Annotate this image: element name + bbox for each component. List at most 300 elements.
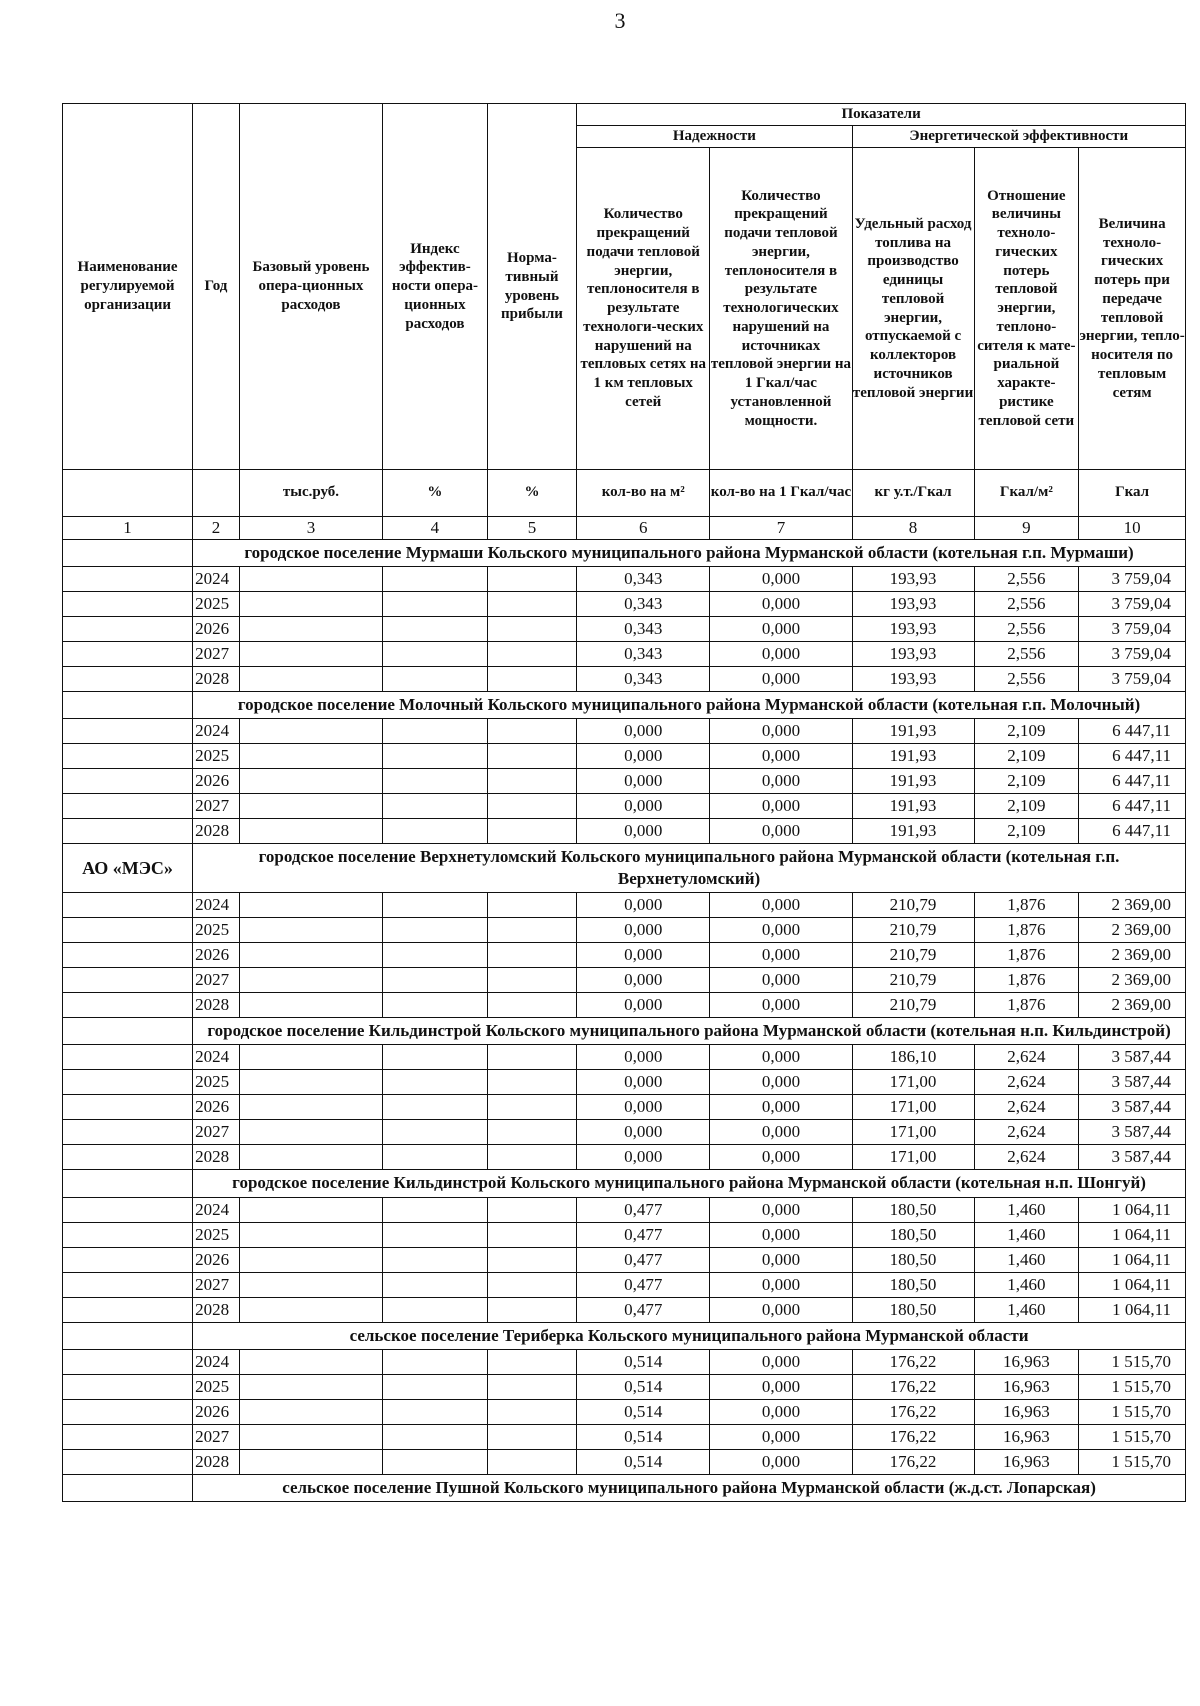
value-c7: 0,000 [710, 794, 852, 819]
org-cell [63, 617, 193, 642]
profit-cell [487, 993, 576, 1018]
table-row [63, 1145, 1186, 1170]
value-c8: 180,50 [852, 1247, 974, 1272]
value-c6: 0,000 [577, 794, 710, 819]
table-row [63, 819, 1186, 844]
value-c7: 0,000 [710, 1197, 852, 1222]
profit-cell [487, 1424, 576, 1449]
profit-cell [487, 1145, 576, 1170]
value-c9: 1,876 [974, 968, 1079, 993]
org-cell [63, 918, 193, 943]
header-indicators: Показатели [577, 104, 1186, 126]
table-row [63, 918, 1186, 943]
index-cell [383, 744, 488, 769]
year-cell: 2028 [193, 1297, 240, 1322]
index-cell [383, 918, 488, 943]
column-number: 2 [193, 517, 240, 540]
value-c9: 16,963 [974, 1399, 1079, 1424]
value-c10: 3 587,44 [1079, 1045, 1186, 1070]
value-c6: 0,000 [577, 918, 710, 943]
value-c10: 3 759,04 [1079, 617, 1186, 642]
index-cell [383, 667, 488, 692]
value-c7: 0,000 [710, 719, 852, 744]
section-header-row [63, 844, 1186, 893]
header-col9: Отношение величины техноло-гических потерь тепловой энергии, теплоно-сителя к мате-риальной характе-ристике тепловой сети [974, 148, 1079, 470]
index-cell [383, 1297, 488, 1322]
table-row [63, 1222, 1186, 1247]
value-c8: 193,93 [852, 567, 974, 592]
org-cell [63, 893, 193, 918]
org-cell [63, 667, 193, 692]
value-c9: 16,963 [974, 1424, 1079, 1449]
value-c9: 2,624 [974, 1070, 1079, 1095]
index-cell [383, 1120, 488, 1145]
value-c9: 2,556 [974, 617, 1079, 642]
value-c8: 180,50 [852, 1297, 974, 1322]
section-header-row [63, 1322, 1186, 1349]
unit-cell: тыс.руб. [239, 470, 382, 517]
value-c10: 6 447,11 [1079, 744, 1186, 769]
value-c7: 0,000 [710, 1272, 852, 1297]
index-cell [383, 794, 488, 819]
value-c10: 6 447,11 [1079, 794, 1186, 819]
value-c7: 0,000 [710, 592, 852, 617]
year-cell: 2027 [193, 968, 240, 993]
opex-cell [239, 893, 382, 918]
value-c9: 2,624 [974, 1120, 1079, 1145]
year-cell: 2026 [193, 1399, 240, 1424]
opex-cell [239, 819, 382, 844]
year-cell: 2028 [193, 819, 240, 844]
value-c6: 0,000 [577, 993, 710, 1018]
value-c7: 0,000 [710, 1095, 852, 1120]
value-c7: 0,000 [710, 1070, 852, 1095]
value-c9: 16,963 [974, 1349, 1079, 1374]
opex-cell [239, 794, 382, 819]
value-c8: 193,93 [852, 617, 974, 642]
profit-cell [487, 769, 576, 794]
org-cell [63, 943, 193, 968]
value-c6: 0,000 [577, 769, 710, 794]
org-cell [63, 1247, 193, 1272]
value-c10: 3 587,44 [1079, 1120, 1186, 1145]
year-cell: 2027 [193, 794, 240, 819]
value-c9: 2,556 [974, 642, 1079, 667]
profit-cell [487, 968, 576, 993]
year-cell: 2024 [193, 1197, 240, 1222]
value-c7: 0,000 [710, 642, 852, 667]
value-c8: 176,22 [852, 1399, 974, 1424]
opex-cell [239, 1145, 382, 1170]
value-c6: 0,514 [577, 1449, 710, 1474]
value-c10: 1 515,70 [1079, 1424, 1186, 1449]
section-title: городское поселение Кильдинстрой Кольского муниципального района Мурманской области (котельная н.п. Кильдинстрой) [193, 1018, 1186, 1045]
index-cell [383, 1374, 488, 1399]
section-title: городское поселение Молочный Кольского муниципального района Мурманской области (котельная г.п. Молочный) [193, 692, 1186, 719]
table-row [63, 794, 1186, 819]
org-cell [63, 567, 193, 592]
unit-cell: кол-во на м² [577, 470, 710, 517]
opex-cell [239, 769, 382, 794]
year-cell: 2028 [193, 993, 240, 1018]
value-c10: 1 515,70 [1079, 1374, 1186, 1399]
value-c8: 176,22 [852, 1449, 974, 1474]
opex-cell [239, 1247, 382, 1272]
table-row [63, 1095, 1186, 1120]
table-row [63, 592, 1186, 617]
index-cell [383, 567, 488, 592]
year-cell: 2027 [193, 1424, 240, 1449]
column-number: 1 [63, 517, 193, 540]
value-c10: 1 515,70 [1079, 1349, 1186, 1374]
unit-cell: % [487, 470, 576, 517]
table-row [63, 719, 1186, 744]
table-row [63, 769, 1186, 794]
value-c7: 0,000 [710, 1120, 852, 1145]
year-cell: 2026 [193, 943, 240, 968]
index-cell [383, 769, 488, 794]
value-c8: 210,79 [852, 918, 974, 943]
value-c7: 0,000 [710, 893, 852, 918]
value-c10: 3 587,44 [1079, 1070, 1186, 1095]
org-cell [63, 540, 193, 567]
table-row [63, 1070, 1186, 1095]
year-cell: 2025 [193, 744, 240, 769]
column-number: 5 [487, 517, 576, 540]
column-number: 10 [1079, 517, 1186, 540]
org-cell [63, 1272, 193, 1297]
table-row [63, 1449, 1186, 1474]
value-c6: 0,000 [577, 893, 710, 918]
org-cell [63, 1297, 193, 1322]
value-c7: 0,000 [710, 567, 852, 592]
value-c6: 0,514 [577, 1374, 710, 1399]
opex-cell [239, 1120, 382, 1145]
index-cell [383, 968, 488, 993]
table-row [63, 893, 1186, 918]
index-cell [383, 993, 488, 1018]
header-profit-level: Норма-тивный уровень прибыли [487, 104, 576, 470]
value-c9: 1,876 [974, 893, 1079, 918]
header-organization: Наименование регулируемой организации [63, 104, 193, 470]
index-cell [383, 1095, 488, 1120]
value-c10: 3 759,04 [1079, 642, 1186, 667]
value-c10: 1 064,11 [1079, 1272, 1186, 1297]
org-cell [63, 1018, 193, 1045]
opex-cell [239, 1272, 382, 1297]
value-c6: 0,477 [577, 1247, 710, 1272]
opex-cell [239, 1349, 382, 1374]
profit-cell [487, 567, 576, 592]
org-cell [63, 1349, 193, 1374]
units-empty [63, 470, 193, 517]
value-c6: 0,514 [577, 1424, 710, 1449]
index-cell [383, 819, 488, 844]
value-c8: 210,79 [852, 943, 974, 968]
value-c8: 210,79 [852, 968, 974, 993]
year-cell: 2024 [193, 893, 240, 918]
org-cell [63, 642, 193, 667]
opex-cell [239, 592, 382, 617]
table-row [63, 1399, 1186, 1424]
index-cell [383, 1247, 488, 1272]
table-row [63, 993, 1186, 1018]
value-c10: 2 369,00 [1079, 943, 1186, 968]
year-cell: 2025 [193, 1070, 240, 1095]
value-c10: 1 064,11 [1079, 1247, 1186, 1272]
org-cell [63, 1045, 193, 1070]
value-c10: 3 759,04 [1079, 567, 1186, 592]
column-numbers-row [63, 517, 1186, 540]
value-c7: 0,000 [710, 1222, 852, 1247]
index-cell [383, 1197, 488, 1222]
value-c10: 3 759,04 [1079, 667, 1186, 692]
index-cell [383, 1424, 488, 1449]
value-c7: 0,000 [710, 968, 852, 993]
value-c10: 2 369,00 [1079, 918, 1186, 943]
profit-cell [487, 1297, 576, 1322]
index-cell [383, 1045, 488, 1070]
header-efficiency: Энергетической эффективности [852, 126, 1185, 148]
year-cell: 2024 [193, 1349, 240, 1374]
column-number: 9 [974, 517, 1079, 540]
opex-cell [239, 993, 382, 1018]
table-row [63, 1045, 1186, 1070]
org-cell [63, 744, 193, 769]
section-title: городское поселение Верхнетуломский Кольского муниципального района Мурманской области (котельная г.п. Верхнетуломский) [193, 844, 1186, 893]
value-c9: 2,109 [974, 769, 1079, 794]
value-c9: 2,624 [974, 1095, 1079, 1120]
profit-cell [487, 794, 576, 819]
header-reliability: Надежности [577, 126, 852, 148]
unit-cell: Гкал/м² [974, 470, 1079, 517]
value-c10: 6 447,11 [1079, 719, 1186, 744]
value-c7: 0,000 [710, 1374, 852, 1399]
header-year: Год [193, 104, 240, 470]
value-c8: 176,22 [852, 1424, 974, 1449]
value-c9: 2,624 [974, 1045, 1079, 1070]
profit-cell [487, 1095, 576, 1120]
opex-cell [239, 1424, 382, 1449]
value-c6: 0,477 [577, 1222, 710, 1247]
table-row [63, 667, 1186, 692]
value-c8: 180,50 [852, 1197, 974, 1222]
table-row [63, 567, 1186, 592]
value-c9: 1,460 [974, 1247, 1079, 1272]
profit-cell [487, 943, 576, 968]
profit-cell [487, 617, 576, 642]
value-c7: 0,000 [710, 1424, 852, 1449]
org-cell [63, 1145, 193, 1170]
value-c10: 1 064,11 [1079, 1297, 1186, 1322]
profit-cell [487, 1222, 576, 1247]
organization-name: АО «МЭС» [63, 844, 193, 893]
index-cell [383, 719, 488, 744]
year-cell: 2024 [193, 719, 240, 744]
column-number: 3 [239, 517, 382, 540]
value-c8: 193,93 [852, 642, 974, 667]
org-cell [63, 1197, 193, 1222]
value-c8: 171,00 [852, 1145, 974, 1170]
year-cell: 2028 [193, 1145, 240, 1170]
unit-cell: кг у.т./Гкал [852, 470, 974, 517]
profit-cell [487, 918, 576, 943]
org-cell [63, 769, 193, 794]
table-row [63, 1197, 1186, 1222]
value-c7: 0,000 [710, 1399, 852, 1424]
value-c9: 2,109 [974, 794, 1079, 819]
value-c9: 1,876 [974, 993, 1079, 1018]
opex-cell [239, 1197, 382, 1222]
value-c9: 2,624 [974, 1145, 1079, 1170]
value-c7: 0,000 [710, 1297, 852, 1322]
value-c9: 2,109 [974, 719, 1079, 744]
value-c8: 180,50 [852, 1272, 974, 1297]
opex-cell [239, 567, 382, 592]
value-c7: 0,000 [710, 769, 852, 794]
value-c6: 0,000 [577, 968, 710, 993]
year-cell: 2025 [193, 1374, 240, 1399]
year-cell: 2027 [193, 642, 240, 667]
value-c6: 0,477 [577, 1297, 710, 1322]
value-c10: 2 369,00 [1079, 993, 1186, 1018]
value-c7: 0,000 [710, 1247, 852, 1272]
org-cell [63, 819, 193, 844]
header-efficiency-index: Индекс эффектив-ности опера-ционных расходов [383, 104, 488, 470]
column-number: 4 [383, 517, 488, 540]
value-c7: 0,000 [710, 1349, 852, 1374]
section-header-row [63, 1474, 1186, 1501]
unit-cell: Гкал [1079, 470, 1186, 517]
value-c6: 0,343 [577, 667, 710, 692]
value-c10: 3 587,44 [1079, 1095, 1186, 1120]
opex-cell [239, 918, 382, 943]
profit-cell [487, 667, 576, 692]
value-c6: 0,477 [577, 1272, 710, 1297]
value-c8: 191,93 [852, 719, 974, 744]
value-c8: 186,10 [852, 1045, 974, 1070]
org-cell [63, 1170, 193, 1197]
value-c6: 0,000 [577, 1120, 710, 1145]
opex-cell [239, 1297, 382, 1322]
year-cell: 2028 [193, 1449, 240, 1474]
index-cell [383, 1399, 488, 1424]
section-header-row [63, 692, 1186, 719]
section-title: городское поселение Мурмаши Кольского муниципального района Мурманской области (котельная г.п. Мурмаши) [193, 540, 1186, 567]
value-c10: 3 587,44 [1079, 1145, 1186, 1170]
year-cell: 2025 [193, 592, 240, 617]
value-c9: 1,460 [974, 1197, 1079, 1222]
indicators-table [62, 103, 1186, 1502]
section-header-row [63, 1170, 1186, 1197]
value-c10: 2 369,00 [1079, 893, 1186, 918]
index-cell [383, 1449, 488, 1474]
year-cell: 2027 [193, 1272, 240, 1297]
value-c6: 0,000 [577, 1095, 710, 1120]
opex-cell [239, 744, 382, 769]
table-row [63, 1349, 1186, 1374]
section-title: сельское поселение Териберка Кольского муниципального района Мурманской области [193, 1322, 1186, 1349]
profit-cell [487, 1070, 576, 1095]
value-c8: 191,93 [852, 794, 974, 819]
table-row [63, 968, 1186, 993]
org-cell [63, 993, 193, 1018]
org-cell [63, 1374, 193, 1399]
value-c6: 0,000 [577, 1045, 710, 1070]
value-c8: 171,00 [852, 1120, 974, 1145]
units-empty [193, 470, 240, 517]
value-c7: 0,000 [710, 1145, 852, 1170]
value-c6: 0,000 [577, 1070, 710, 1095]
opex-cell [239, 1045, 382, 1070]
year-cell: 2025 [193, 1222, 240, 1247]
index-cell [383, 617, 488, 642]
opex-cell [239, 1374, 382, 1399]
column-number: 6 [577, 517, 710, 540]
value-c9: 16,963 [974, 1374, 1079, 1399]
column-number: 7 [710, 517, 852, 540]
opex-cell [239, 1449, 382, 1474]
page-number: 3 [614, 8, 626, 33]
index-cell [383, 592, 488, 617]
profit-cell [487, 744, 576, 769]
opex-cell [239, 1222, 382, 1247]
header-base-opex: Базовый уровень опера-ционных расходов [239, 104, 382, 470]
index-cell [383, 1070, 488, 1095]
value-c9: 2,556 [974, 592, 1079, 617]
value-c10: 1 515,70 [1079, 1449, 1186, 1474]
column-number: 8 [852, 517, 974, 540]
value-c8: 180,50 [852, 1222, 974, 1247]
table-row [63, 617, 1186, 642]
index-cell [383, 1272, 488, 1297]
profit-cell [487, 1120, 576, 1145]
year-cell: 2025 [193, 918, 240, 943]
value-c6: 0,514 [577, 1399, 710, 1424]
value-c6: 0,000 [577, 719, 710, 744]
value-c10: 6 447,11 [1079, 819, 1186, 844]
table-row [63, 744, 1186, 769]
table-row [63, 1424, 1186, 1449]
org-cell [63, 692, 193, 719]
value-c9: 1,460 [974, 1272, 1079, 1297]
section-header-row [63, 540, 1186, 567]
value-c8: 193,93 [852, 592, 974, 617]
org-cell [63, 1474, 193, 1501]
value-c7: 0,000 [710, 943, 852, 968]
section-title: городское поселение Кильдинстрой Кольского муниципального района Мурманской области (котельная н.п. Шонгуй) [193, 1170, 1186, 1197]
org-cell [63, 1424, 193, 1449]
value-c10: 6 447,11 [1079, 769, 1186, 794]
value-c9: 2,109 [974, 744, 1079, 769]
value-c8: 210,79 [852, 993, 974, 1018]
org-cell [63, 719, 193, 744]
value-c6: 0,343 [577, 592, 710, 617]
index-cell [383, 893, 488, 918]
table-row [63, 1272, 1186, 1297]
org-cell [63, 794, 193, 819]
table-row [63, 1120, 1186, 1145]
value-c7: 0,000 [710, 993, 852, 1018]
profit-cell [487, 1247, 576, 1272]
value-c10: 1 064,11 [1079, 1197, 1186, 1222]
value-c8: 191,93 [852, 819, 974, 844]
year-cell: 2026 [193, 1095, 240, 1120]
value-c10: 1 515,70 [1079, 1399, 1186, 1424]
value-c10: 3 759,04 [1079, 592, 1186, 617]
profit-cell [487, 1045, 576, 1070]
value-c8: 191,93 [852, 769, 974, 794]
